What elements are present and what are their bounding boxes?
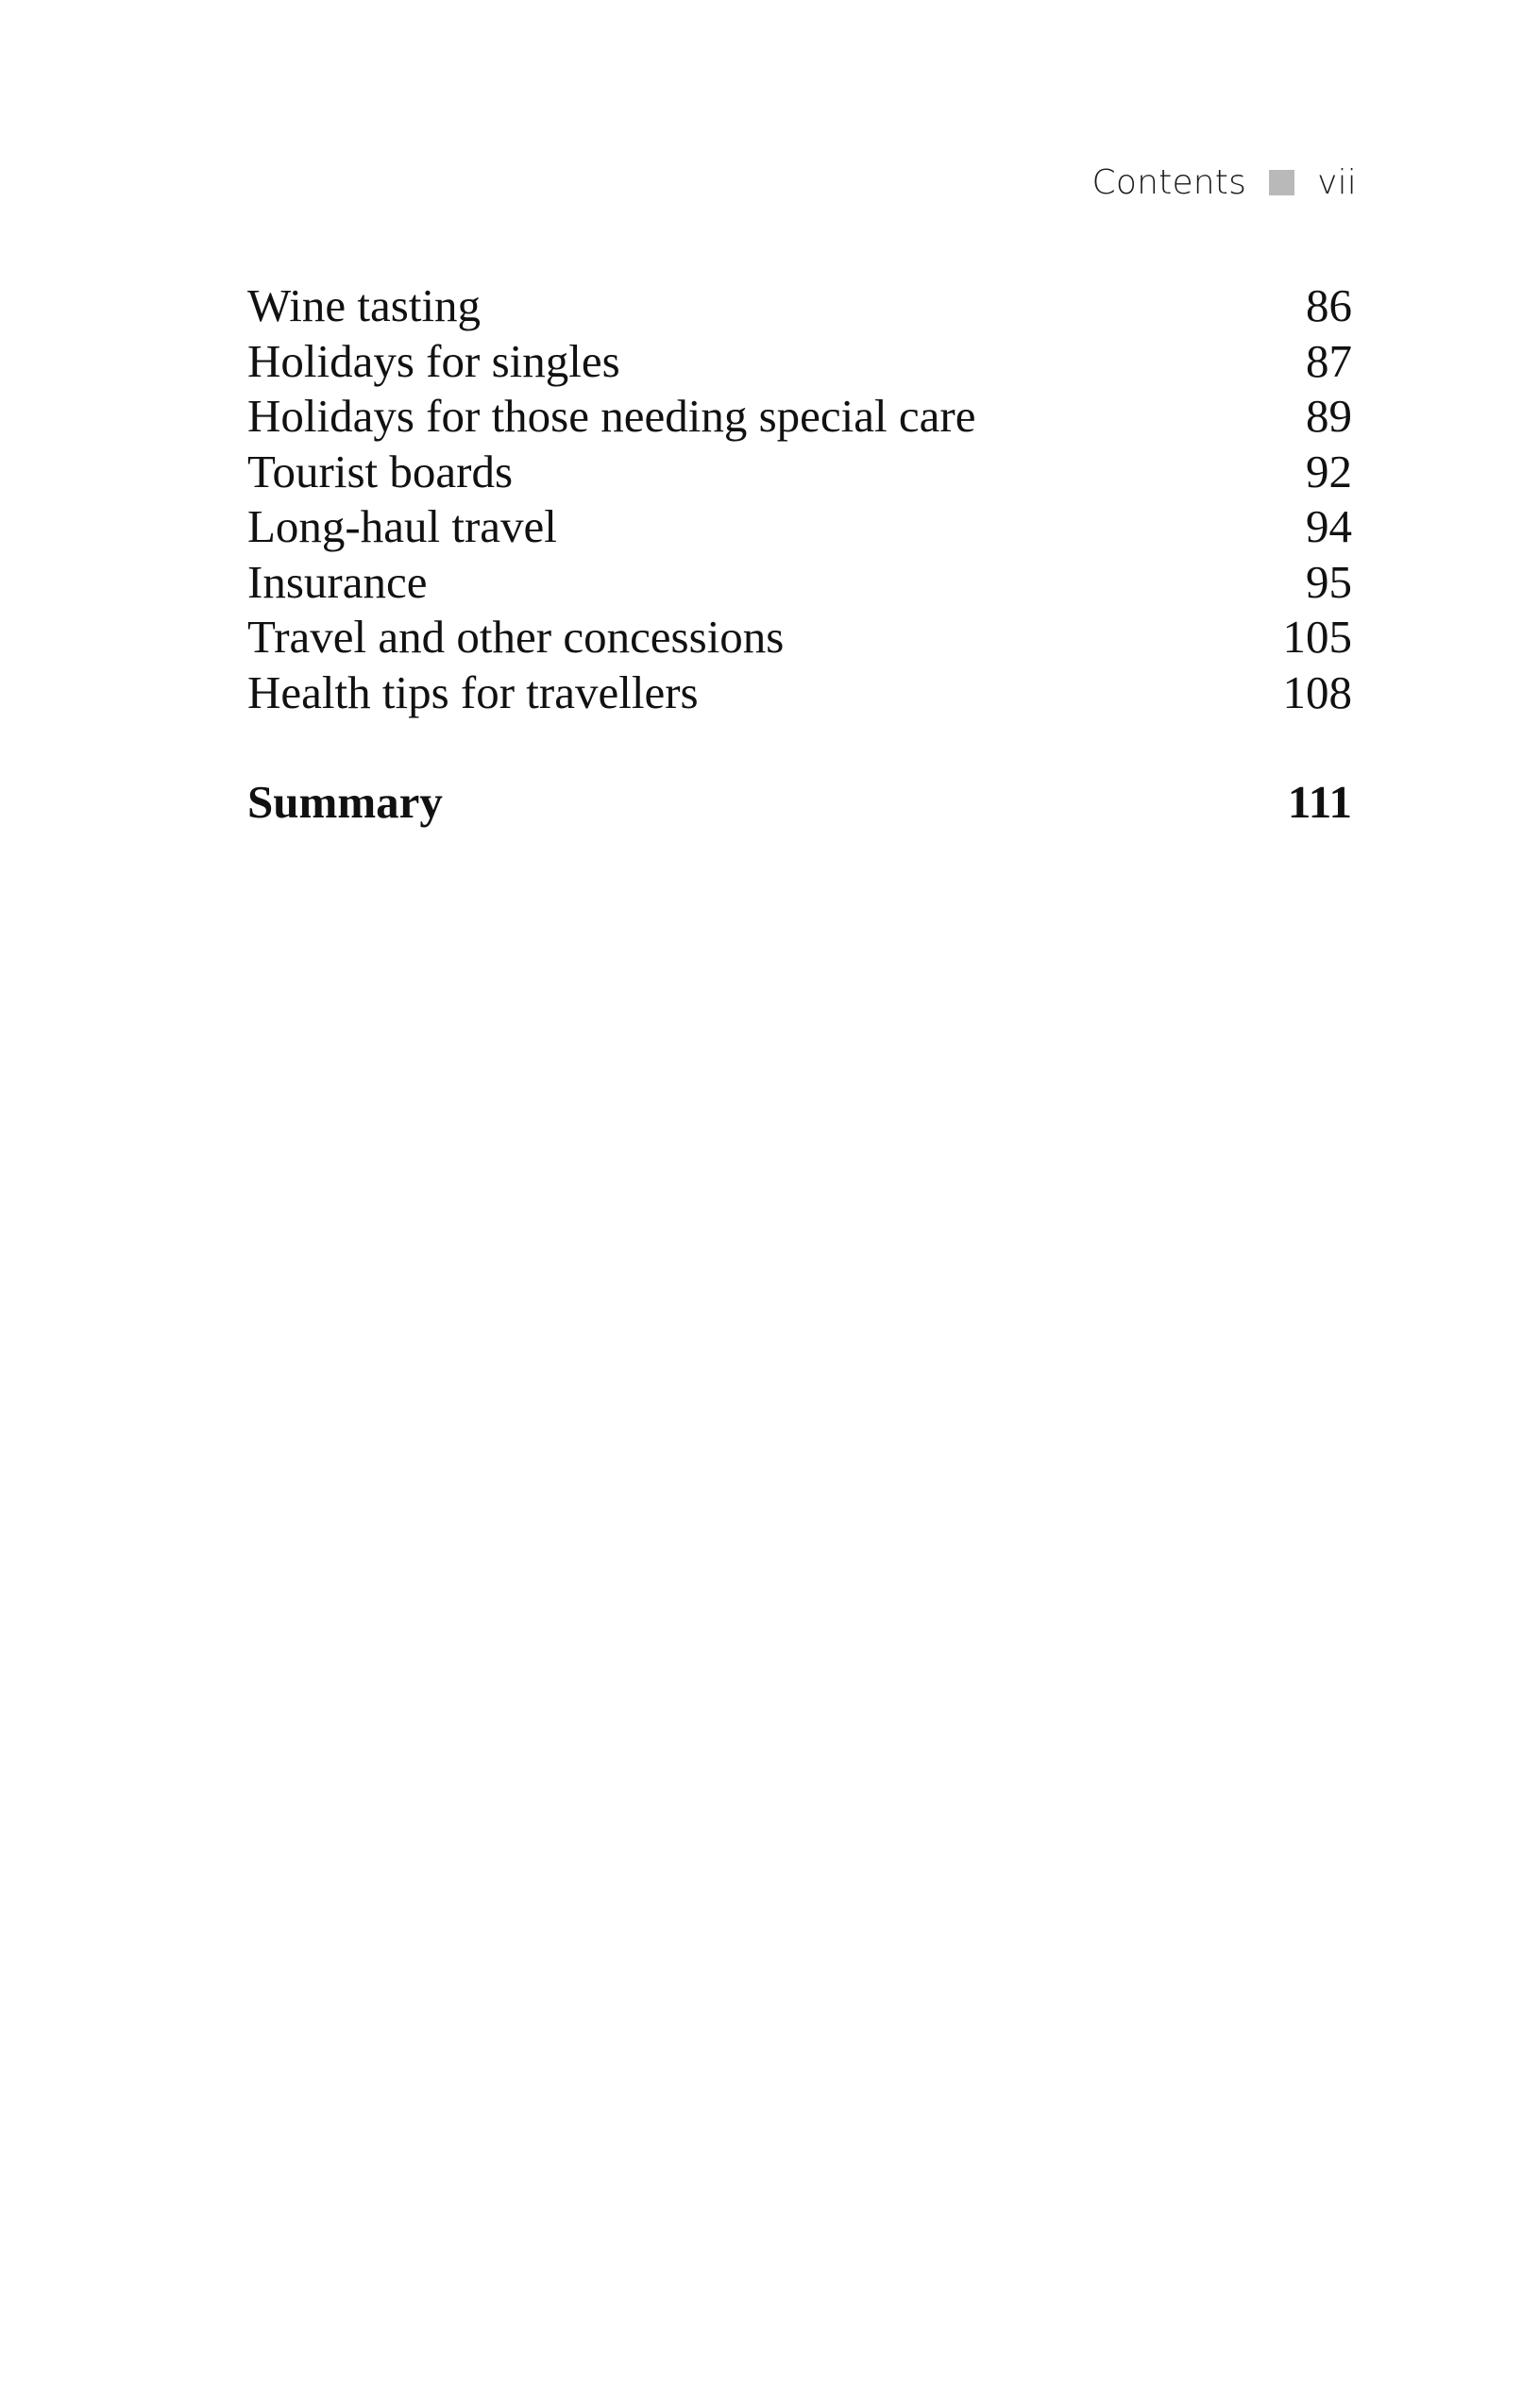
- toc-entry-title: Travel and other concessions: [247, 611, 785, 663]
- toc-entry[interactable]: [247, 278, 1352, 334]
- toc-entry-page: 95: [1306, 555, 1352, 608]
- toc-summary-title: Summary: [247, 776, 443, 828]
- square-ornament-icon: [1269, 170, 1294, 195]
- toc-entry-title: Health tips for travellers: [247, 665, 699, 718]
- toc-entry[interactable]: [247, 499, 1352, 555]
- running-head-section: Contents: [1091, 163, 1247, 202]
- toc-entry[interactable]: [247, 445, 1352, 500]
- toc-entry-page: 94: [1306, 500, 1352, 552]
- toc-summary-page: 111: [1287, 776, 1352, 828]
- running-head: [1092, 163, 1357, 202]
- toc-entry-title: Wine tasting: [247, 279, 482, 331]
- toc-entry-title: Holidays for singles: [247, 334, 620, 387]
- toc-entry[interactable]: [247, 665, 1352, 721]
- toc-entry[interactable]: [247, 334, 1352, 390]
- toc-entry-page: 87: [1306, 334, 1352, 387]
- toc-entry-page: 92: [1306, 445, 1352, 497]
- toc-entry[interactable]: [247, 610, 1352, 665]
- toc-entry[interactable]: [247, 389, 1352, 445]
- toc-entry-page: 105: [1282, 611, 1352, 663]
- running-head-page-number: vii: [1317, 163, 1357, 202]
- toc-entry[interactable]: [247, 555, 1352, 611]
- toc-entry-page: 86: [1306, 279, 1352, 331]
- table-of-contents: [247, 278, 1352, 831]
- toc-entry-page: 108: [1282, 665, 1352, 718]
- toc-entry-title: Tourist boards: [247, 445, 514, 497]
- toc-entry-title: Holidays for those needing special care: [247, 390, 976, 442]
- toc-entry-title: Long-haul travel: [247, 500, 557, 552]
- toc-entry-title: Insurance: [247, 555, 428, 608]
- toc-summary-entry[interactable]: [247, 775, 1352, 831]
- toc-entry-page: 89: [1306, 390, 1352, 442]
